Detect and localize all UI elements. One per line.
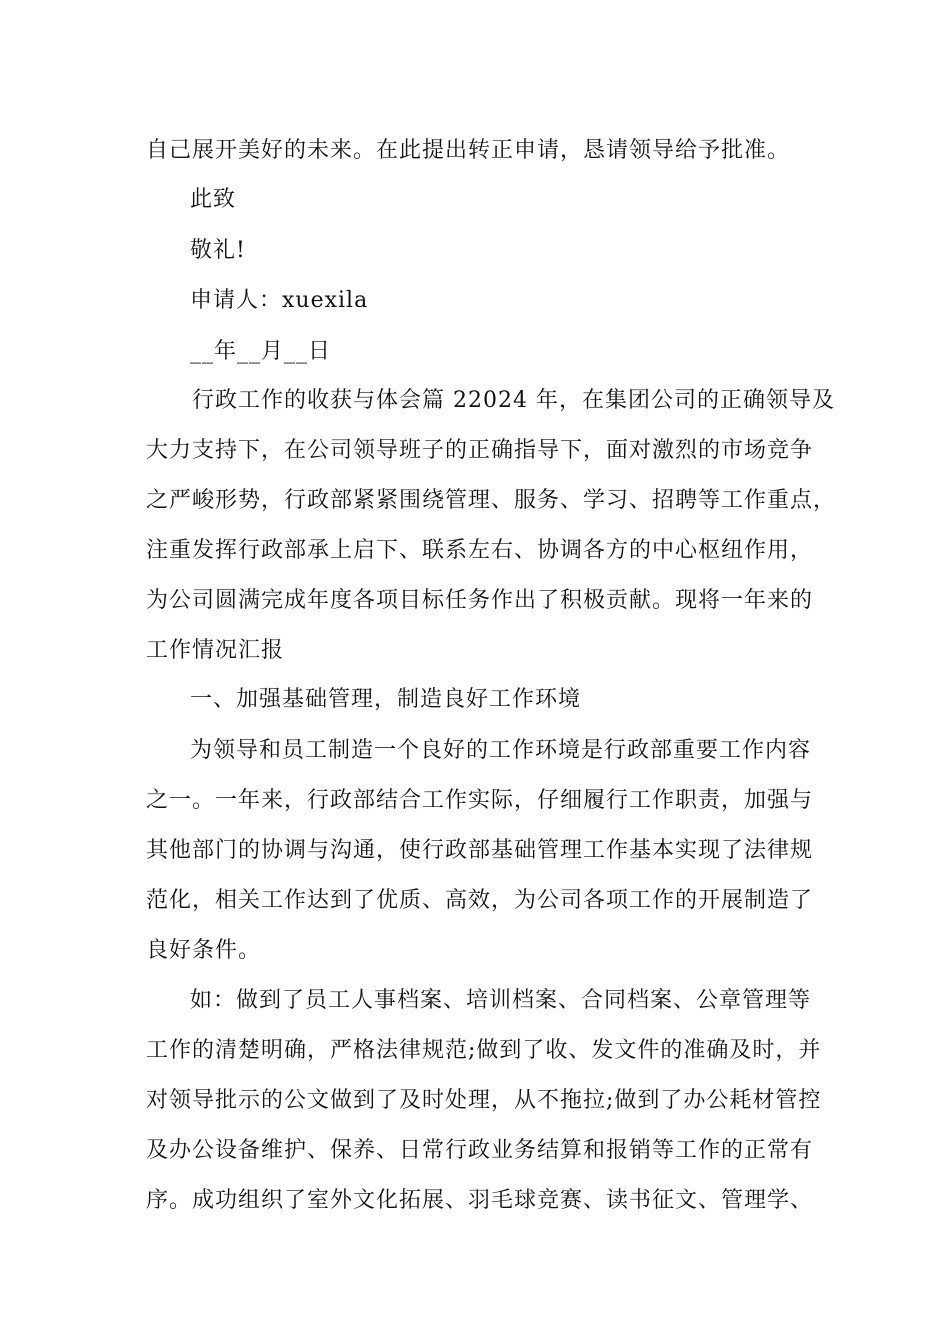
text-line: 之一。一年来，行政部结合工作实际，仔细履行工作职责，加强与 — [146, 788, 814, 813]
text-line: 大力支持下，在公司领导班子的正确指导下，面对激烈的市场竞争 — [146, 438, 814, 463]
text-line: 申请人：xuexila — [190, 288, 369, 313]
text-line: 为公司圆满完成年度各项目标任务作出了积极贡献。现将一年来的 — [146, 588, 814, 613]
text-line: 工作的清楚明确，严格法律规范;做到了收、发文件的准确及时，并 — [146, 1038, 822, 1063]
text-line: 敬礼! — [190, 238, 246, 263]
text-line: 其他部门的协调与沟通，使行政部基础管理工作基本实现了法律规 — [146, 838, 814, 863]
text-line: 自己展开美好的未来。在此提出转正申请，恳请领导给予批准。 — [146, 138, 791, 163]
text-line: 如：做到了员工人事档案、培训档案、合同档案、公章管理等 — [190, 988, 812, 1013]
text-line: 一、加强基础管理，制造良好工作环境 — [190, 687, 582, 712]
text-line: 行政工作的收获与体会篇 22024 年，在集团公司的正确领导及 — [192, 388, 835, 413]
text-line: 序。成功组织了室外文化拓展、羽毛球竞赛、读书征文、管理学、 — [146, 1188, 814, 1213]
text-line: 为领导和员工制造一个良好的工作环境是行政部重要工作内容 — [190, 738, 812, 763]
text-line: 良好条件。 — [146, 938, 262, 963]
text-line: 工作情况汇报 — [146, 638, 285, 663]
text-line: 之严峻形势，行政部紧紧围绕管理、服务、学习、招聘等工作重点， — [146, 488, 837, 513]
text-line: 对领导批示的公文做到了及时处理，从不拖拉;做到了办公耗材管控 — [146, 1088, 822, 1113]
text-line: 注重发挥行政部承上启下、联系左右、协调各方的中心枢纽作用， — [146, 538, 814, 563]
text-line: 范化，相关工作达到了优质、高效，为公司各项工作的开展制造了 — [146, 888, 814, 913]
text-line: 及办公设备维护、保养、日常行政业务结算和报销等工作的正常有 — [146, 1138, 814, 1163]
text-line: __年__月__日 — [190, 339, 332, 364]
text-line: 此致 — [190, 187, 237, 212]
